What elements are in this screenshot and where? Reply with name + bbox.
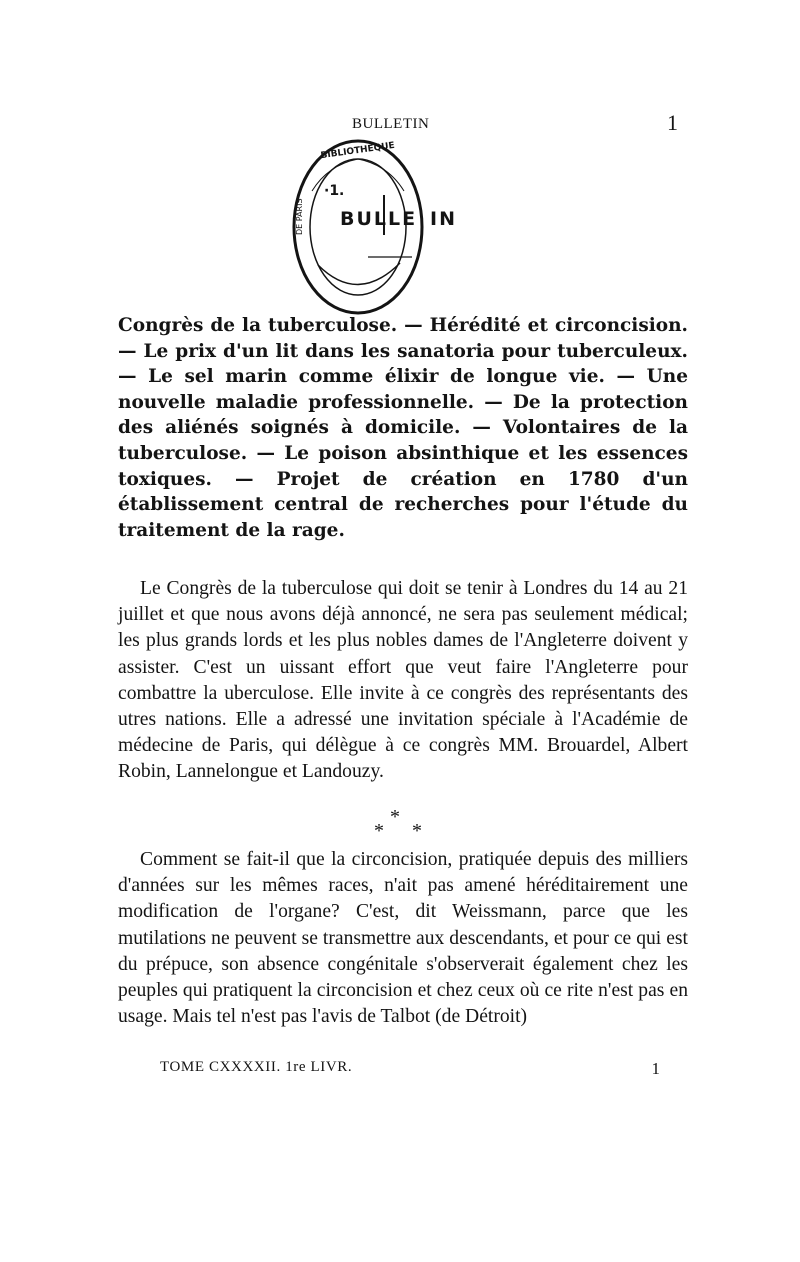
svg-text:BIBLIOTHÈQUE: BIBLIOTHÈQUE bbox=[320, 140, 396, 162]
page-number: 1 bbox=[667, 110, 678, 135]
stamp-center-text: BULLE bbox=[340, 208, 418, 230]
printer-signature bbox=[160, 1059, 660, 1083]
volume-signature: TOME CXXXXII. 1re LIVR. bbox=[160, 1059, 353, 1075]
paragraph-congres: Le Congrès de la tuberculose qui doit se tenir à Londres du 14 au 21 juillet et que nous avons déjà annoncé, ne sera pas seulement médical; les plus grands lords et les plus nobles dames de l'Angleterre doivent y assister. C'est un uissant effort que veut faire l'Angleterre pour combattre la uberculose. Elle invite à ce congrès des représentants des utres nations. Elle a adressé une invitation spéciale à l'Académie de médecine de Paris, qui délègue à ce congrès MM. Brouardel, Albert Robin, Lannelongue et Landouzy. bbox=[118, 578, 688, 783]
library-stamp-seal bbox=[288, 135, 428, 325]
paragraph-circoncision: Comment se fait-il que la circoncision, pratiquée depuis des milliers d'années sur les mêmes races, n'ait pas amené héréditairement une modification de l'organe? C'est, dit Weissmann, parce que les mutilations ne peuvent se transmettre aux descendants, et pour ce qui est du prépuce, son absence congénitale s'observerait également chez les peuples qui pratiquent la circoncision et chez ceux où ce rite n'est pas en usage. Mais tel n'est pas l'avis de Talbot (de Détroit) bbox=[118, 849, 688, 1028]
asterism-star: * bbox=[374, 820, 384, 842]
stamp-side-text: IN bbox=[430, 208, 457, 230]
running-title: BULLETIN bbox=[352, 116, 430, 132]
svg-text:DE PARIS: DE PARIS bbox=[295, 198, 304, 235]
svg-text:·1.: ·1. bbox=[324, 183, 345, 199]
asterism-star: * bbox=[412, 820, 422, 842]
section-asterism bbox=[360, 806, 440, 846]
asterism-star: * bbox=[390, 806, 400, 828]
chapter-summary: Congrès de la tuberculose. — Hérédité et circoncision. — Le prix d'un lit dans les sanatoria pour tuberculeux. — Le sel marin comme élixir de longue vie. — Une nouvelle maladie professionnelle. — De la protection des aliénés soignés à domicile. — Volontaires de la tuberculose. — Le poison absinthique et les essences toxiques. — Projet de création en 1780 d'un établissement central de recherches pour l'étude du traitement de la rage. bbox=[118, 315, 688, 541]
library-stamp bbox=[288, 135, 428, 325]
signature-number: 1 bbox=[651, 1059, 660, 1078]
